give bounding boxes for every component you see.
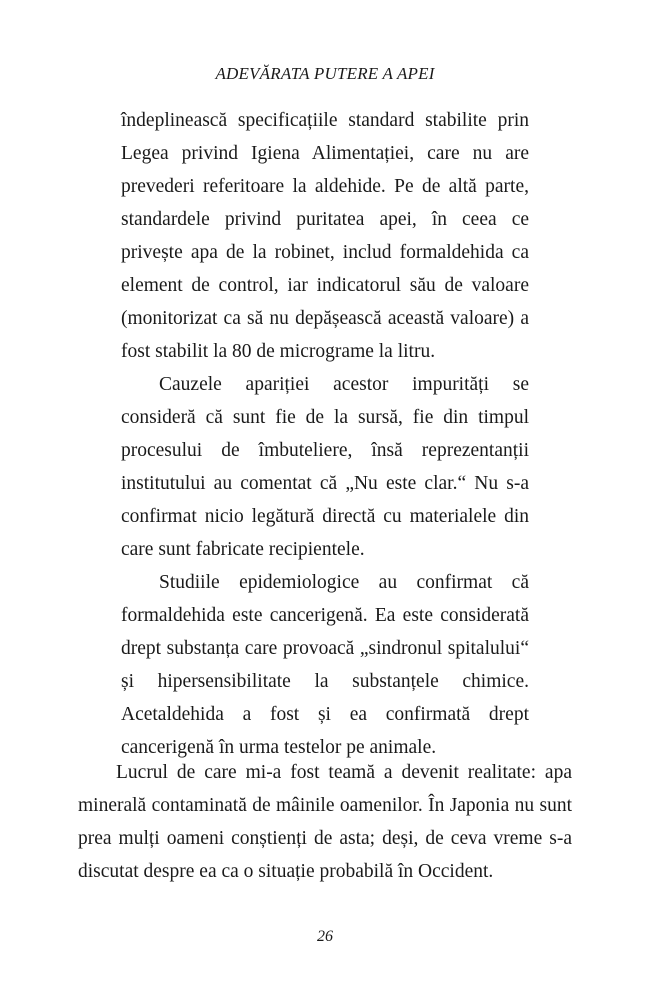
body-paragraph: Lucrul de care mi-a fost teamă a devenit realitate: apa minerală contaminată de mâinile oamenilor. În Japonia nu sunt prea mulți oameni conștienți de asta; deși, de ceva vreme s-a discutat despre ea ca o situație probabilă în Occident. (78, 762, 572, 882)
page-number: 26 (317, 928, 333, 945)
quote-paragraph-studies: Studiile epidemiologice au confirmat că formaldehida este cancerigenă. Ea este considerată drept substanța care provoacă „sindronul spitalului“ și hipersensibilitate la substanțele chimice. Acetaldehida a fost și ea confirmată drept cancerigenă în urma testelor pe animale. (121, 572, 529, 758)
running-header: ADEVĂRATA PUTERE A APEI (215, 64, 435, 83)
quoted-passage (121, 104, 529, 764)
quote-paragraph-causes: Cauzele apariției acestor impurități se consideră că sunt fie de la sursă, fie din timpul procesului de îmbuteliere, însă reprezentanții institutului au comentat că „Nu este clar.“ Nu s-a confirmat nicio legătură directă cu materialele din care sunt fabricate recipientele. (121, 374, 529, 560)
quote-paragraph-continued: îndeplinească specificațiile standard stabilite prin Legea privind Igiena Alimentației, care nu are prevederi referitoare la aldehide. Pe de altă parte, standardele privind puritatea apei, în ceea ce privește apa de la robinet, includ formaldehida ca element de control, iar indicatorul său de valoare (monitorizat ca să nu depășească această valoare) a fost stabilit la 80 de micrograme la litru. (121, 110, 529, 362)
main-text (78, 756, 572, 888)
